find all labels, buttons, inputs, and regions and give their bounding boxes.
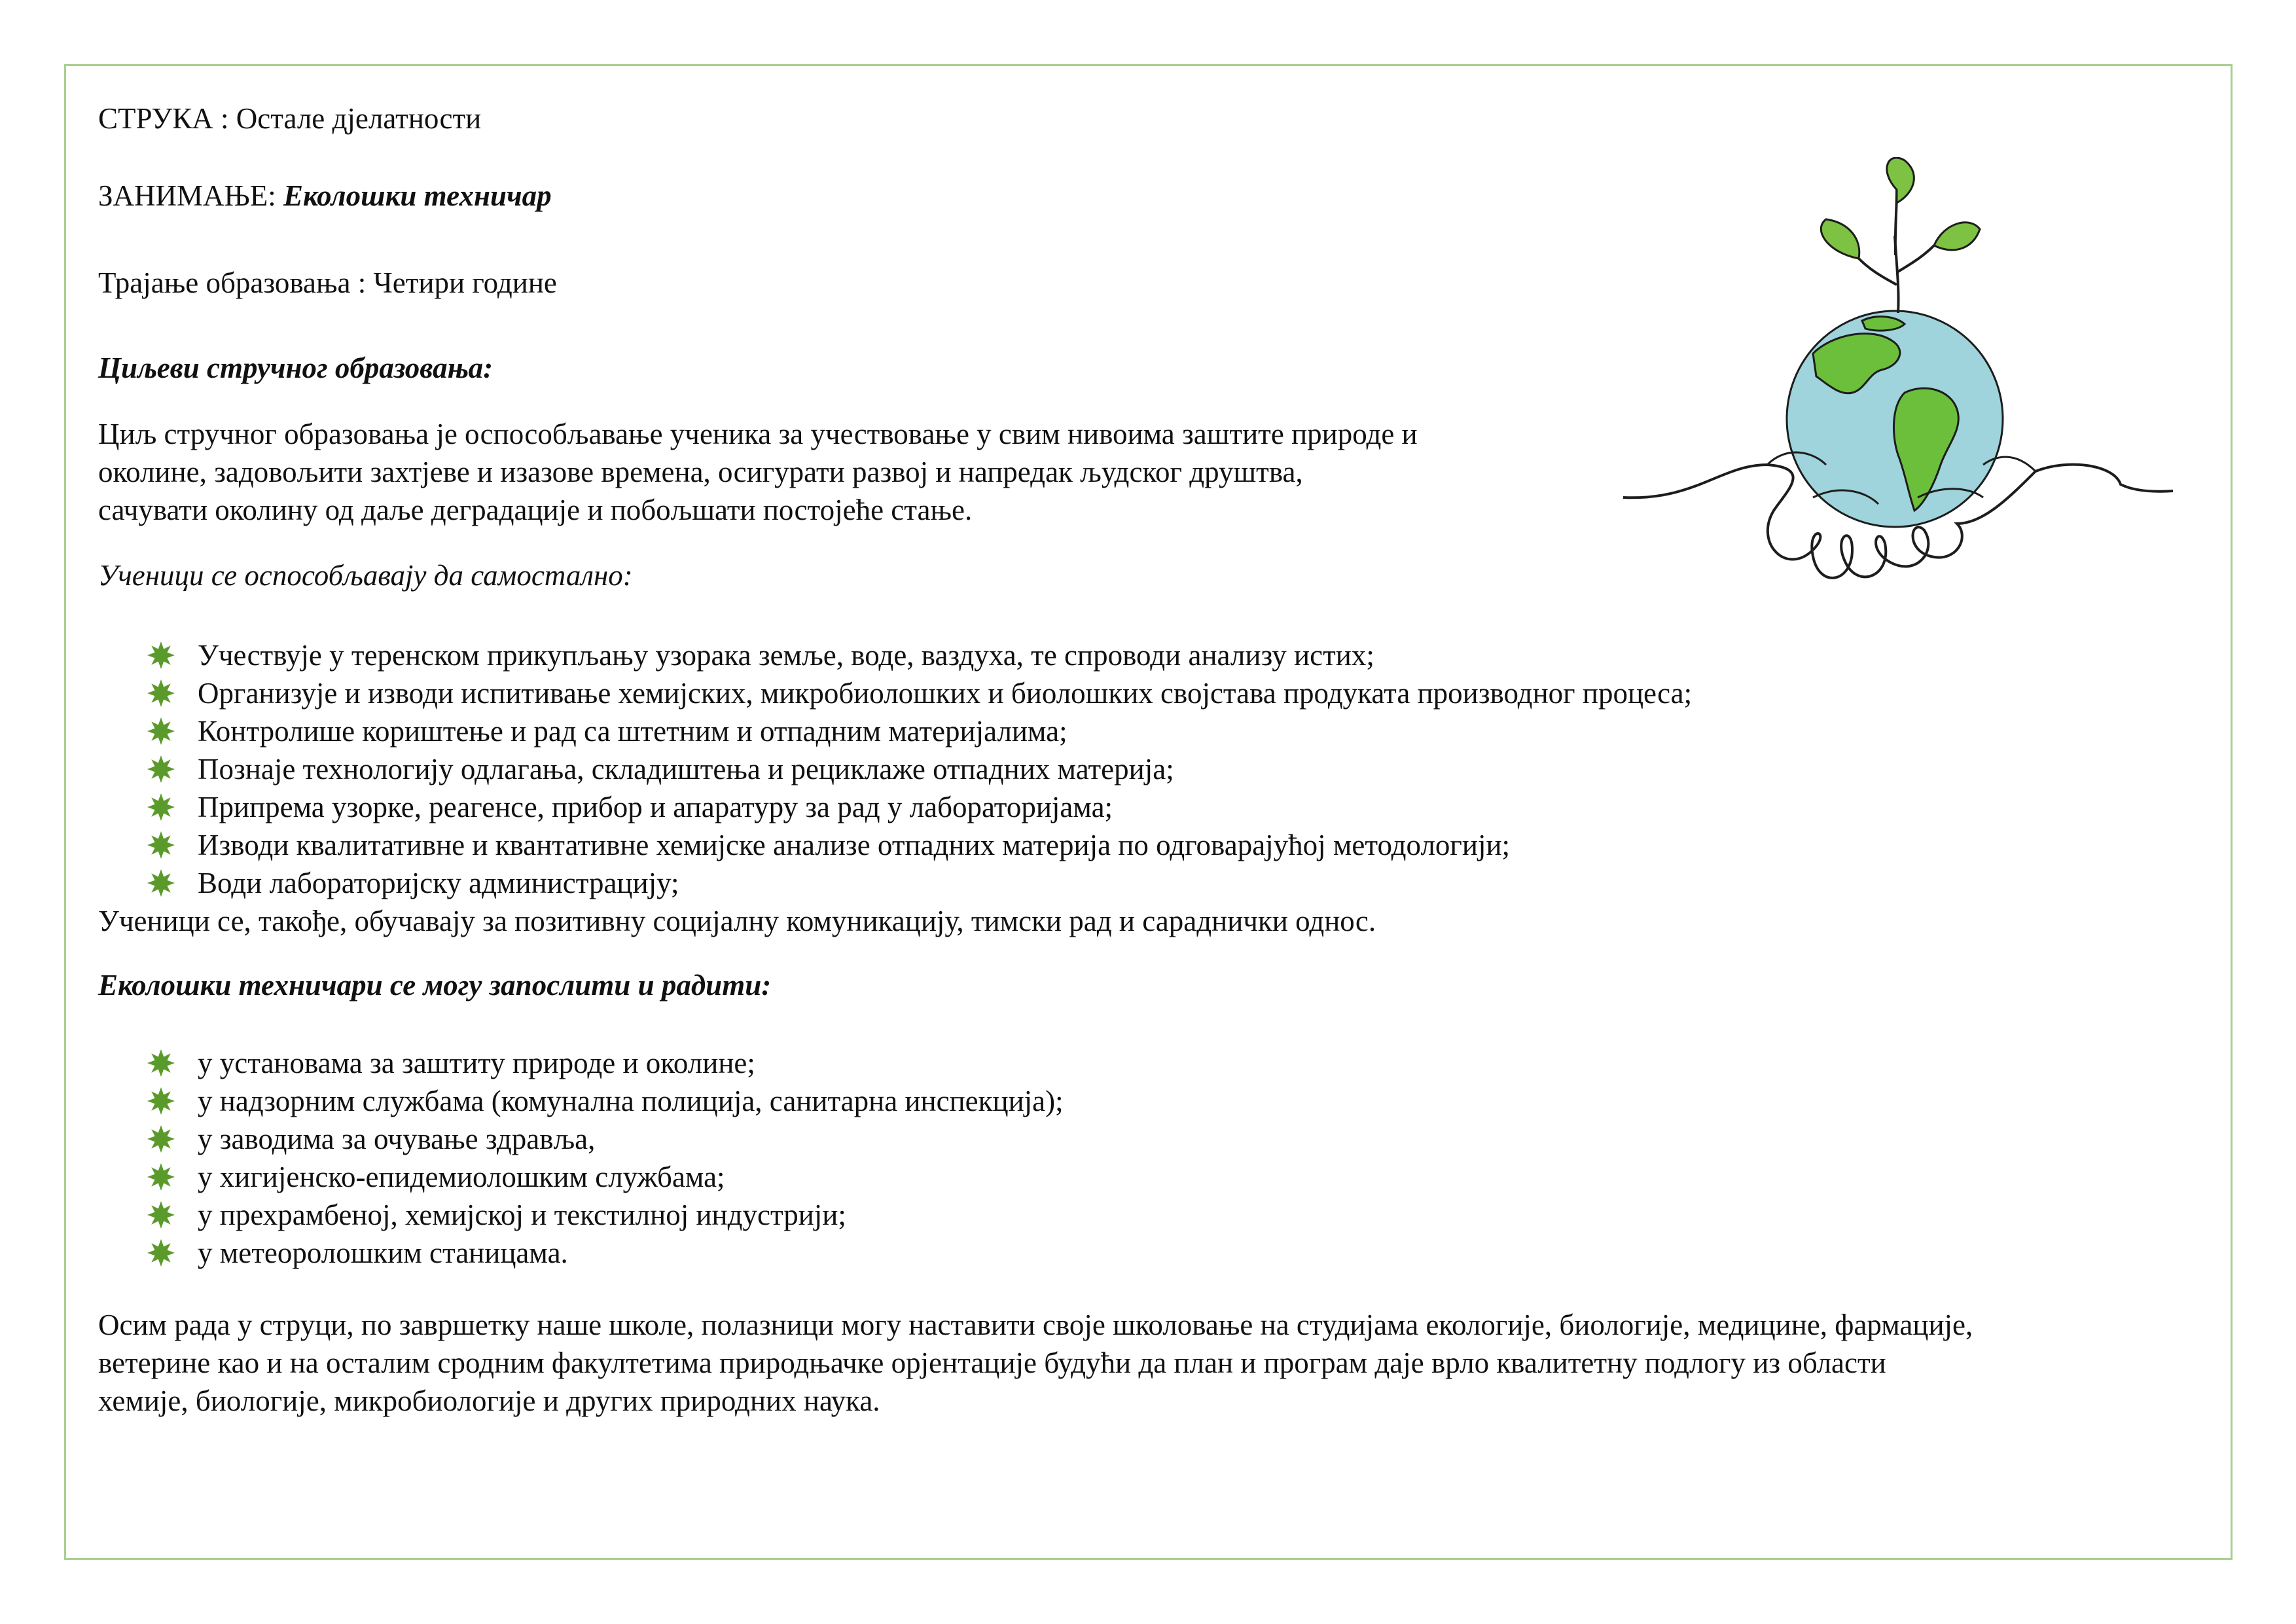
starburst-bullet-icon bbox=[147, 869, 175, 897]
closing-paragraph bbox=[98, 1306, 1973, 1420]
starburst-bullet-icon bbox=[147, 793, 175, 821]
duration-line bbox=[98, 264, 557, 302]
goals-heading: Циљеви стручног образовања: bbox=[98, 352, 493, 384]
list-item: Познаје технологију одлагања, складиштења и рециклаже отпадних материја; bbox=[147, 750, 1692, 788]
field-line bbox=[98, 99, 481, 137]
goals-line-3: сачувати околину од даље деградације и побољшати постојеће стање. bbox=[98, 494, 973, 526]
list-item: у надзорним службама (комунална полиција, санитарна инспекција); bbox=[147, 1082, 1064, 1120]
occupation-line bbox=[98, 177, 552, 215]
social-line: Ученици се, такође, обучавају за позитивну социјалну комуникацију, тимски рад и сараднички однос. bbox=[98, 905, 1376, 937]
goals-line-1: Циљ стручног образовања је оспособљавање ученика за учествовање у свим нивоима заштите природе и bbox=[98, 418, 1418, 450]
list-item: у установама за заштиту природе и околине; bbox=[147, 1044, 1064, 1082]
starburst-bullet-icon bbox=[147, 679, 175, 707]
skills-list bbox=[147, 636, 1692, 902]
employment-heading: Еколошки техничари се могу запослити и радити: bbox=[98, 969, 772, 1001]
starburst-bullet-icon bbox=[147, 755, 175, 783]
starburst-bullet-icon bbox=[147, 717, 175, 745]
closing-line-1: Осим рада у струци, по завршетку наше школе, полазници могу наставити своје школовање на студијама екологије, биологије, медицине, фармације, bbox=[98, 1308, 1973, 1341]
list-item: Припрема узорке, реагенсе, прибор и апаратуру за рад у лабораторијама; bbox=[147, 788, 1692, 826]
list-item: у прехрамбеној, хемијској и текстилној индустрији; bbox=[147, 1196, 1064, 1234]
starburst-bullet-icon bbox=[147, 1125, 175, 1153]
hands-holding-globe-plant-icon bbox=[1617, 157, 2179, 602]
starburst-bullet-icon bbox=[147, 641, 175, 669]
list-item: у заводима за очување здравља, bbox=[147, 1120, 1064, 1158]
duration-label: Трајање образовања : bbox=[98, 266, 374, 299]
duration-value: Четири године bbox=[373, 266, 557, 299]
closing-line-3: хемије, биологије, микробиологије и других природних наука. bbox=[98, 1384, 880, 1417]
starburst-bullet-icon bbox=[147, 1201, 175, 1229]
field-label: СТРУКА : bbox=[98, 102, 236, 135]
starburst-bullet-icon bbox=[147, 1049, 175, 1077]
goals-line-2: околине, задовољити захтјеве и изазове времена, осигурати развој и напредак људског друштва, bbox=[98, 456, 1303, 488]
occupation-label: ЗАНИМАЊЕ: bbox=[98, 179, 284, 212]
starburst-bullet-icon bbox=[147, 1239, 175, 1267]
list-item: Контролише кориштење и рад са штетним и отпадним материјалима; bbox=[147, 712, 1692, 750]
field-value: Остале дјелатности bbox=[236, 102, 482, 135]
list-item: у метеоролошким станицама. bbox=[147, 1234, 1064, 1272]
list-item: у хигијенско-епидемиолошким службама; bbox=[147, 1158, 1064, 1196]
list-item: Води лабораторијску администрацију; bbox=[147, 864, 1692, 902]
skills-intro: Ученици се оспособљавају да самостално: bbox=[98, 559, 633, 592]
employment-list bbox=[147, 1044, 1064, 1272]
closing-line-2: ветерине као и на осталим сродним факултетима природњачке орјентације будући да план и програм даје врло квалитетну подлогу из области bbox=[98, 1346, 1886, 1379]
starburst-bullet-icon bbox=[147, 1163, 175, 1191]
list-item: Изводи квалитативне и квантативне хемијске анализе отпадних материја по одговарајућој методологији; bbox=[147, 826, 1692, 864]
goals-paragraph bbox=[98, 415, 1418, 529]
starburst-bullet-icon bbox=[147, 831, 175, 859]
occupation-value: Еколошки техничар bbox=[283, 179, 552, 212]
list-item: Учествује у теренском прикупљању узорака земље, воде, ваздуха, те спроводи анализу истих; bbox=[147, 636, 1692, 674]
list-item: Организује и изводи испитивање хемијских, микробиолошких и биолошких својстава продуката производног процеса; bbox=[147, 674, 1692, 712]
starburst-bullet-icon bbox=[147, 1087, 175, 1115]
